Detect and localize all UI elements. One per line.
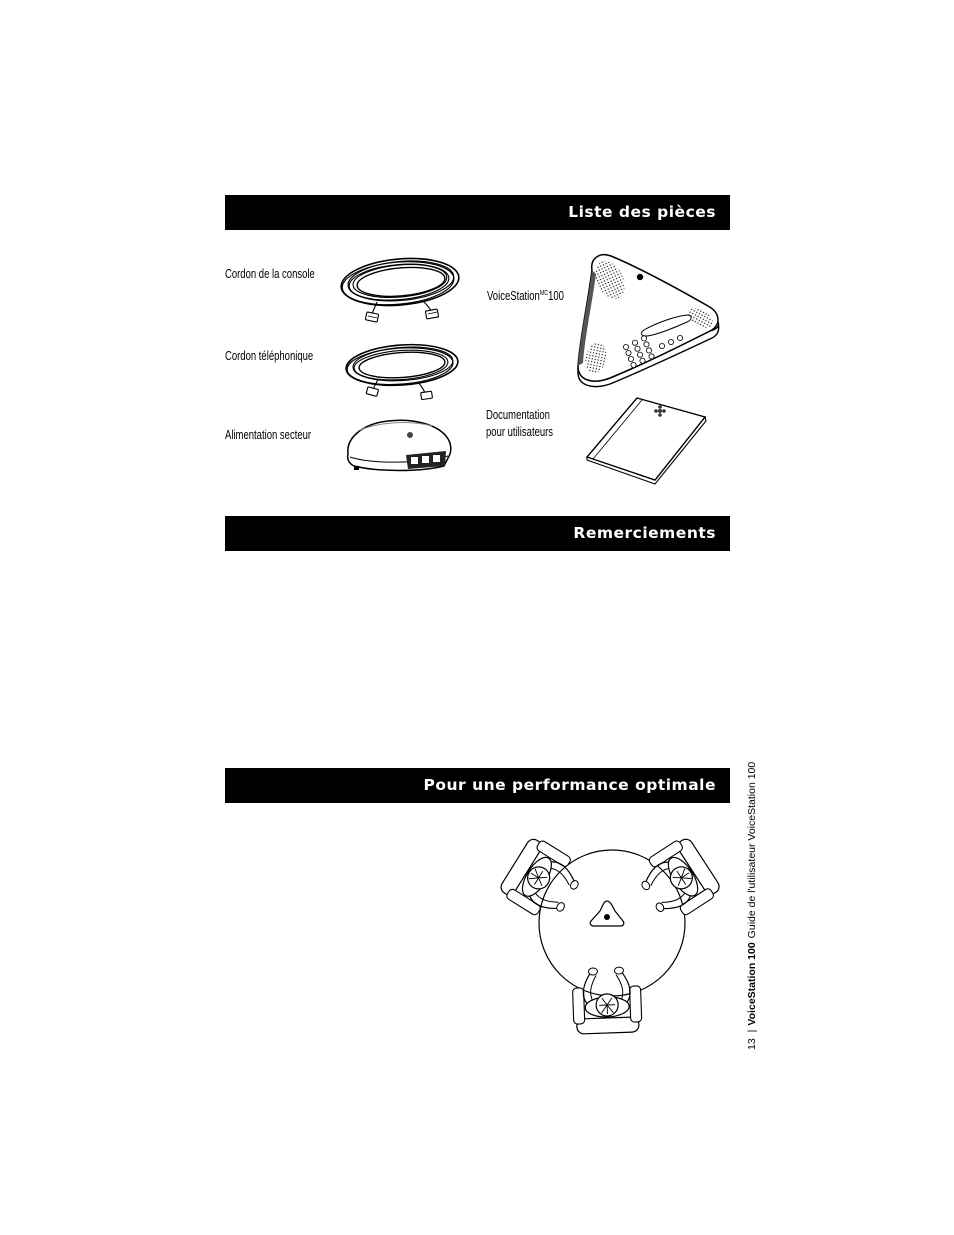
documentation-booklet-illustration: [580, 393, 710, 485]
footer-guide-title: Guide de l'utilisateur VoiceStation 100: [746, 761, 758, 939]
label-phone-cord: Cordon téléphonique: [225, 349, 314, 363]
voicestation-logo-icon: [637, 274, 643, 280]
label-console-cord: Cordon de la console: [225, 267, 315, 281]
label-documentation-line1: Documentation: [486, 408, 550, 422]
console-cord-illustration: [335, 250, 465, 325]
section-bar-thanks: [225, 516, 730, 551]
label-power-supply: Alimentation secteur: [225, 428, 312, 442]
vertical-footer: [743, 762, 761, 1050]
voicestation-phone-illustration: [570, 250, 722, 392]
section-bar-performance: [225, 768, 730, 803]
label-documentation-line2: pour utilisateurs: [486, 425, 554, 439]
power-supply-logo-icon: [407, 432, 413, 438]
page-number: 13: [746, 1038, 758, 1050]
meeting-room-illustration: [490, 835, 730, 1035]
power-supply-illustration: [340, 410, 455, 475]
section-title-performance: Pour une performance optimale: [423, 776, 716, 794]
voicestation-name: VoiceStation: [487, 289, 540, 303]
label-voicestation: [487, 289, 564, 304]
section-title-thanks: Remerciements: [573, 524, 716, 542]
phone-cord-illustration: [340, 337, 465, 404]
section-bar-parts: [225, 195, 730, 230]
footer-product: VoiceStation 100: [746, 942, 758, 1026]
section-title-parts: Liste des pièces: [568, 203, 716, 221]
voicestation-model: 100: [548, 289, 564, 303]
label-documentation: [486, 408, 553, 440]
trademark-mark: MC: [539, 290, 549, 297]
footer-separator: |: [746, 1029, 758, 1033]
